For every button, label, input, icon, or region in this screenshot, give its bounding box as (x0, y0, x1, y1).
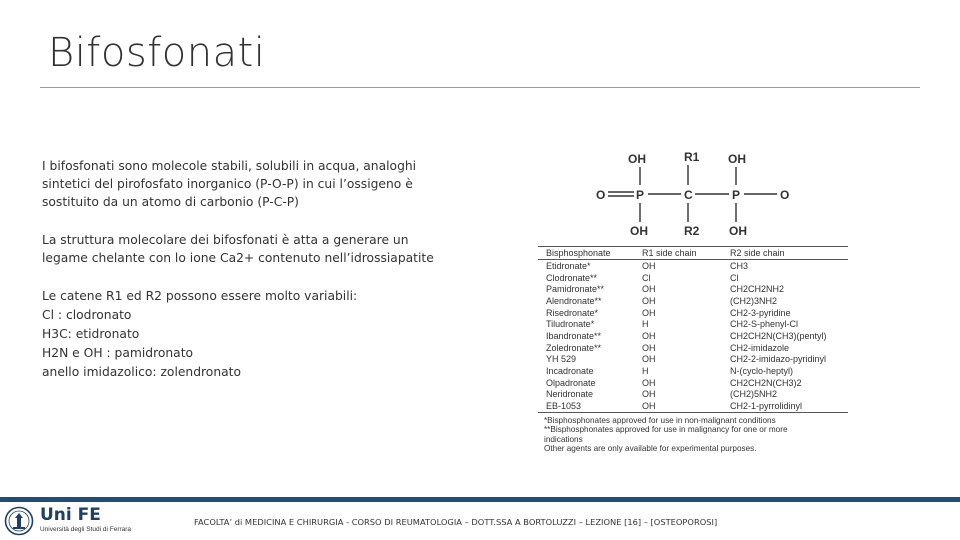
table-cell: OH (642, 377, 656, 388)
footer-course-info: FACOLTA’ di MEDICINA E CHIRURGIA - CORSO DI REUMATOLOGIA – DOTT.SSA A BORTOLUZZI – LEZIONE [16] – [OSTEOPOROSI] (194, 517, 718, 527)
table-cell: N-(cyclo-heptyl) (730, 366, 794, 377)
table-row (538, 283, 848, 295)
structure-left-oxygen: O (596, 188, 606, 202)
structure-top-right: OH (728, 152, 746, 166)
table-cell: CH2CH2N(CH3)(pentyl) (730, 330, 827, 341)
column-header: Bisphosphonate (538, 247, 634, 260)
table-cell: YH 529 (546, 354, 577, 365)
university-logo (2, 504, 152, 538)
table-row (538, 400, 848, 412)
table-cell: Zoledronate** (546, 342, 602, 353)
table-cell: CH2-S-phenyl-Cl (730, 319, 799, 330)
structure-carbon: C (684, 188, 693, 202)
structure-top-left: OH (628, 152, 646, 166)
table-cell: OH (642, 330, 656, 341)
structure-bottom-left: OH (630, 224, 648, 237)
table-row (538, 260, 848, 272)
text-line: anello imidazolico: zolendronato (42, 365, 242, 379)
structure-r2: R2 (684, 224, 700, 237)
table-cell: CH2-imidazole (730, 342, 790, 353)
table-cell: CH2CH2NH2 (730, 284, 785, 295)
chemical-structure (588, 145, 808, 237)
table-cell: Alendronate** (546, 295, 602, 306)
structure-left-phosphorus: P (636, 188, 645, 202)
text-line: sintetici del pirofosfato inorganico (P-O-P) in cui l’ossigeno è (42, 177, 413, 191)
structure-right-phosphorus: P (732, 188, 741, 202)
table-cell: OH (642, 284, 656, 295)
table-cell: Tiludronate* (546, 319, 595, 330)
table-cell: OH (642, 342, 656, 353)
table-cell: (CH2)5NH2 (730, 389, 778, 400)
logo-subtitle: Università degli Studi di Ferrara (40, 526, 132, 533)
table-cell: OH (642, 307, 656, 318)
structure-r1: R1 (684, 150, 700, 164)
text-line: sostituito da un atomo di carbonio (P-C-P) (42, 195, 299, 209)
table-cell: Cl (642, 272, 651, 283)
footer-bar (0, 497, 960, 502)
footnote: Other agents are only available for experimental purposes. (544, 444, 757, 454)
table-cell: OH (642, 260, 656, 271)
table-row (538, 272, 848, 284)
logo-name: Uni FE (40, 505, 101, 525)
table-cell: Neridronate (546, 389, 594, 400)
text-line: La struttura molecolare dei bifosfonati è atta a generare un (42, 233, 409, 247)
column-header: R2 side chain (722, 247, 848, 260)
table-cell: Incadronate (546, 366, 594, 377)
table-cell: Cl (730, 272, 739, 283)
table-cell: Ibandronate** (546, 330, 602, 341)
paragraph-definition (42, 157, 482, 211)
table-cell: CH2-1-pyrrolidinyl (722, 400, 848, 412)
table-row (538, 307, 848, 319)
table-cell: Olpadronate (546, 377, 596, 388)
table-footnotes (538, 413, 848, 454)
structure-bottom-right: OH (729, 224, 747, 237)
text-line: legame chelante con lo ione Ca2+ contenuto nell’idrossiapatite (42, 251, 434, 265)
table-row (538, 295, 848, 307)
table-cell: EB-1053 (538, 400, 634, 412)
title-divider (40, 87, 920, 88)
table-cell: Pamidronate** (546, 284, 605, 295)
table-cell: CH3 (730, 260, 749, 271)
text-line: Le catene R1 ed R2 possono essere molto variabili: (42, 289, 358, 303)
text-line: I bifosfonati sono molecole stabili, solubili in acqua, analoghi (42, 159, 417, 173)
table-row (538, 342, 848, 354)
table-cell: H (642, 319, 649, 330)
table-row (538, 354, 848, 366)
table-header-row (538, 247, 848, 260)
table-cell: OH (642, 295, 656, 306)
footnote: **Bisphosphonates approved for use in malignancy for one or more (544, 425, 788, 435)
text-line: H3C: etidronato (42, 327, 140, 341)
bisphosphonate-table-container (538, 246, 848, 454)
table-row (538, 389, 848, 401)
text-line: H2N e OH : pamidronato (42, 346, 194, 360)
university-seal-icon (4, 506, 34, 536)
bisphosphonate-table (538, 246, 848, 413)
footnote: indications (544, 434, 583, 444)
table-row (538, 330, 848, 342)
paragraph-chelation (42, 231, 482, 267)
text-line: Cl : clodronato (42, 308, 132, 322)
footnote: *Bisphosphonates approved for use in non-malignant conditions (544, 415, 776, 425)
table-row (538, 318, 848, 330)
paragraph-side-chains (42, 287, 482, 382)
table-cell: OH (642, 389, 656, 400)
bisphosphonate-figure (538, 140, 850, 465)
slide-title: Bifosfonati (48, 30, 266, 76)
table-cell: H (642, 366, 649, 377)
table-cell: Risedronate* (546, 307, 599, 318)
table-row (538, 377, 848, 389)
table-cell: CH2CH2N(CH3)2 (730, 377, 802, 388)
table-cell: CH2-2-imidazo-pyridinyl (730, 354, 827, 365)
table-cell: OH (642, 354, 656, 365)
table-cell: Clodronate** (546, 272, 598, 283)
structure-right-oxygen: O (780, 188, 790, 202)
column-header: R1 side chain (634, 247, 722, 260)
table-cell: OH (634, 400, 722, 412)
table-row (538, 365, 848, 377)
table-cell: (CH2)3NH2 (730, 295, 778, 306)
table-cell: CH2-3-pyridine (730, 307, 791, 318)
table-cell: Etidronate* (546, 260, 591, 271)
